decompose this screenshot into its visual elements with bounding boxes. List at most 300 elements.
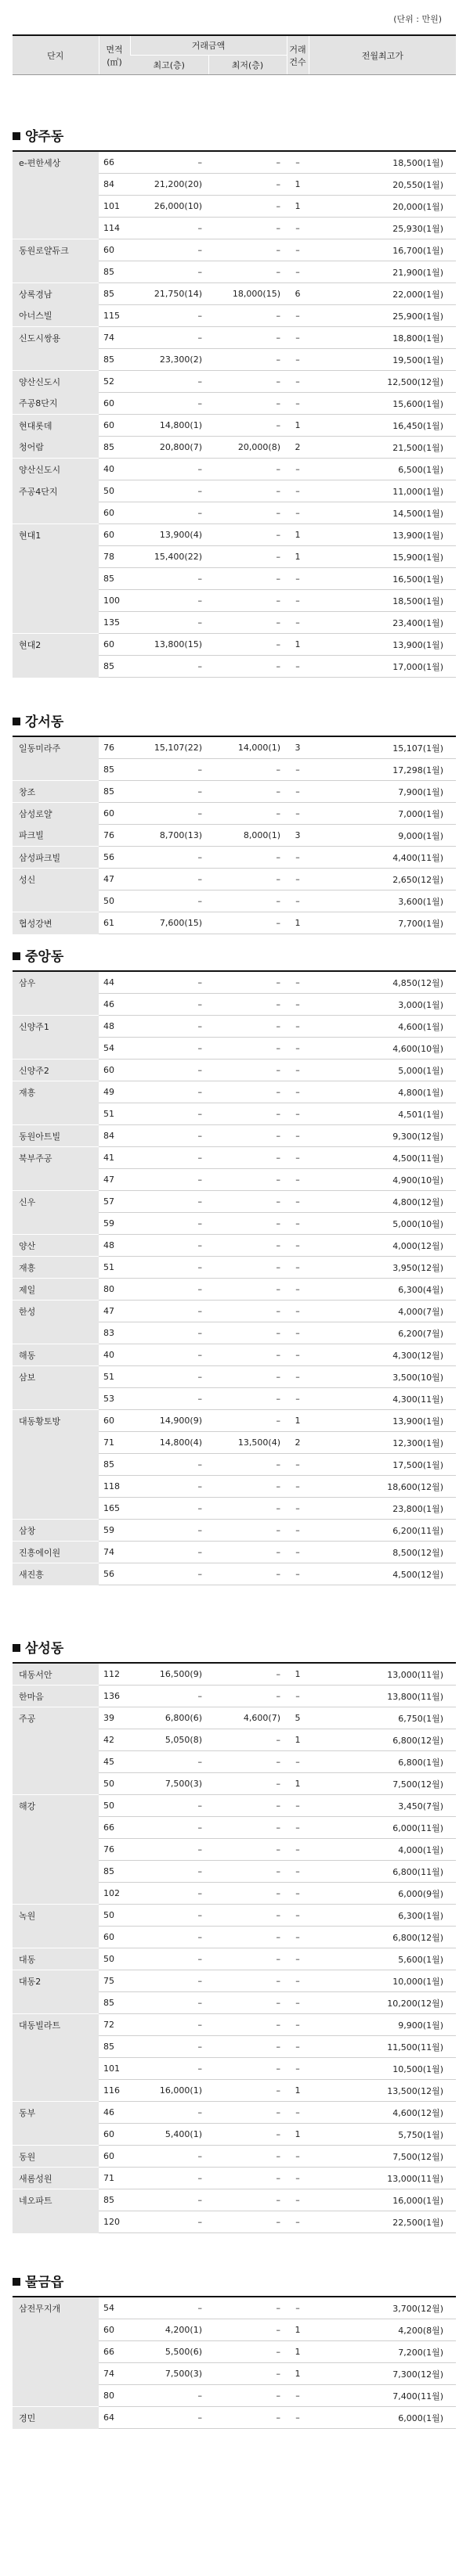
- area-cell: 66: [99, 151, 130, 174]
- rent-max-cell: 6,000(9월): [309, 1883, 456, 1905]
- rent-max-cell: 4,501(1월): [309, 1103, 456, 1125]
- deals-cell: 1: [287, 196, 309, 218]
- highest-cell: –: [130, 656, 208, 678]
- rent-max-cell: 13,900(1월): [309, 1410, 456, 1432]
- highest-cell: 5,500(6): [130, 2341, 208, 2363]
- complex-name-cell: [13, 1213, 99, 1235]
- latest-cell: –: [208, 1322, 287, 1344]
- area-cell: 85: [99, 568, 130, 590]
- area-cell: 60: [99, 634, 130, 656]
- latest-cell: –: [208, 568, 287, 590]
- area-cell: 41: [99, 1147, 130, 1169]
- header-deals-line1: 거래: [289, 44, 306, 55]
- complex-name-cell: 재흥: [13, 1257, 99, 1279]
- header-area: [99, 35, 130, 75]
- highest-cell: –: [130, 2058, 208, 2080]
- complex-name-cell: 네오파트: [13, 2189, 99, 2211]
- table-row: [13, 1279, 456, 1301]
- highest-cell: –: [130, 371, 208, 393]
- table-row: [13, 1520, 456, 1542]
- table-row: [13, 1970, 456, 1992]
- latest-cell: –: [208, 1686, 287, 1707]
- deals-cell: –: [287, 568, 309, 590]
- highest-cell: –: [130, 1060, 208, 1081]
- rent-max-cell: 3,700(12월): [309, 2297, 456, 2319]
- table-row: [13, 239, 456, 261]
- complex-name-cell: 주공: [13, 1707, 99, 1729]
- table-row: [13, 2319, 456, 2341]
- rent-max-cell: 13,800(11월): [309, 1686, 456, 1707]
- rent-max-cell: 18,500(1월): [309, 151, 456, 174]
- rent-max-cell: 7,400(11월): [309, 2385, 456, 2407]
- rent-max-cell: 18,600(12월): [309, 1476, 456, 1498]
- deals-cell: –: [287, 1883, 309, 1905]
- deals-cell: –: [287, 2407, 309, 2429]
- highest-cell: –: [130, 1235, 208, 1257]
- area-cell: 54: [99, 2297, 130, 2319]
- deals-cell: 1: [287, 2319, 309, 2341]
- latest-cell: –: [208, 349, 287, 371]
- area-cell: 76: [99, 825, 130, 847]
- table-row: [13, 869, 456, 890]
- table-row: [13, 1191, 456, 1213]
- complex-name-cell: 청어람: [13, 437, 99, 459]
- complex-name-cell: [13, 1992, 99, 2014]
- table-row: [13, 656, 456, 678]
- area-cell: 60: [99, 2319, 130, 2341]
- area-cell: 45: [99, 1751, 130, 1773]
- highest-cell: –: [130, 327, 208, 349]
- highest-cell: –: [130, 2146, 208, 2168]
- highest-cell: –: [130, 612, 208, 634]
- header-area-unit: (㎡): [107, 56, 122, 67]
- complex-name-cell: [13, 1103, 99, 1125]
- area-cell: 118: [99, 1476, 130, 1498]
- complex-name-cell: [13, 1038, 99, 1060]
- complex-name-cell: [13, 174, 99, 196]
- highest-cell: –: [130, 2014, 208, 2036]
- rent-max-cell: 6,300(4월): [309, 1279, 456, 1301]
- rent-max-cell: 15,600(1월): [309, 393, 456, 415]
- rent-max-cell: 6,800(12월): [309, 1927, 456, 1948]
- deals-cell: –: [287, 239, 309, 261]
- table-row: [13, 971, 456, 994]
- latest-cell: –: [208, 2407, 287, 2429]
- deals-cell: –: [287, 2058, 309, 2080]
- section-title-text: 중앙동: [25, 949, 64, 965]
- complex-name-cell: [13, 218, 99, 239]
- complex-name-cell: [13, 1476, 99, 1498]
- area-cell: 85: [99, 759, 130, 781]
- area-cell: 60: [99, 524, 130, 546]
- deals-cell: –: [287, 305, 309, 327]
- highest-cell: 14,800(4): [130, 1432, 208, 1454]
- section-bullet-icon: [13, 2278, 20, 2286]
- table-row: [13, 1103, 456, 1125]
- latest-cell: –: [208, 524, 287, 546]
- area-cell: 60: [99, 1060, 130, 1081]
- highest-cell: 13,900(4): [130, 524, 208, 546]
- complex-name-cell: [13, 2341, 99, 2363]
- highest-cell: –: [130, 1016, 208, 1038]
- complex-name-cell: [13, 1861, 99, 1883]
- latest-cell: –: [208, 2080, 287, 2102]
- complex-name-cell: 새진흥: [13, 1563, 99, 1585]
- highest-cell: –: [130, 1498, 208, 1520]
- table-row: [13, 1169, 456, 1191]
- area-cell: 85: [99, 261, 130, 283]
- table-row: [13, 634, 456, 656]
- table-row: [13, 912, 456, 934]
- latest-cell: –: [208, 869, 287, 890]
- deals-cell: –: [287, 1388, 309, 1410]
- latest-cell: –: [208, 912, 287, 934]
- deals-cell: –: [287, 1542, 309, 1563]
- latest-cell: –: [208, 1213, 287, 1235]
- deals-cell: –: [287, 2385, 309, 2407]
- section-title-text: 양주동: [25, 129, 64, 145]
- deals-cell: –: [287, 1235, 309, 1257]
- complex-name-cell: 신도시쌍용: [13, 327, 99, 349]
- table-row: [13, 349, 456, 371]
- deals-cell: –: [287, 349, 309, 371]
- area-cell: 44: [99, 971, 130, 994]
- complex-name-cell: [13, 196, 99, 218]
- rent-max-cell: 6,000(11월): [309, 1817, 456, 1839]
- highest-cell: –: [130, 1191, 208, 1213]
- rent-max-cell: 18,800(1월): [309, 327, 456, 349]
- latest-cell: –: [208, 759, 287, 781]
- header-price: 거래금액: [130, 35, 287, 56]
- latest-cell: –: [208, 1257, 287, 1279]
- highest-cell: –: [130, 1927, 208, 1948]
- highest-cell: –: [130, 1905, 208, 1927]
- area-cell: 50: [99, 1795, 130, 1817]
- deals-cell: –: [287, 869, 309, 890]
- area-cell: 116: [99, 2080, 130, 2102]
- table-row: [13, 2189, 456, 2211]
- complex-name-cell: [13, 568, 99, 590]
- table-row: [13, 393, 456, 415]
- table-row: [13, 1927, 456, 1948]
- area-cell: 60: [99, 239, 130, 261]
- complex-name-cell: 경민: [13, 2407, 99, 2429]
- complex-name-cell: 대동빌라트: [13, 2014, 99, 2036]
- area-cell: 85: [99, 2189, 130, 2211]
- area-cell: 135: [99, 612, 130, 634]
- deals-cell: –: [287, 1970, 309, 1992]
- highest-cell: 14,800(1): [130, 415, 208, 437]
- rent-max-cell: 6,800(11월): [309, 1861, 456, 1883]
- deals-cell: –: [287, 1103, 309, 1125]
- deals-cell: –: [287, 1839, 309, 1861]
- deals-cell: –: [287, 2014, 309, 2036]
- deals-cell: –: [287, 151, 309, 174]
- highest-cell: –: [130, 2385, 208, 2407]
- highest-cell: –: [130, 2189, 208, 2211]
- latest-cell: –: [208, 2124, 287, 2146]
- table-row: [13, 2124, 456, 2146]
- area-cell: 48: [99, 1235, 130, 1257]
- complex-name-cell: [13, 349, 99, 371]
- complex-name-cell: [13, 1883, 99, 1905]
- highest-cell: –: [130, 1686, 208, 1707]
- area-cell: 39: [99, 1707, 130, 1729]
- latest-cell: 20,000(8): [208, 437, 287, 459]
- complex-name-cell: [13, 261, 99, 283]
- rent-max-cell: 7,700(1월): [309, 912, 456, 934]
- highest-cell: –: [130, 2168, 208, 2189]
- complex-name-cell: [13, 1729, 99, 1751]
- highest-cell: –: [130, 1103, 208, 1125]
- highest-cell: –: [130, 590, 208, 612]
- area-cell: 42: [99, 1729, 130, 1751]
- highest-cell: –: [130, 2036, 208, 2058]
- table-row: [13, 1773, 456, 1795]
- complex-name-cell: e-편한세상: [13, 151, 99, 174]
- area-cell: 71: [99, 2168, 130, 2189]
- deals-cell: –: [287, 327, 309, 349]
- complex-name-cell: [13, 1388, 99, 1410]
- deals-cell: 1: [287, 1410, 309, 1432]
- rent-max-cell: 16,700(1월): [309, 239, 456, 261]
- area-cell: 48: [99, 1016, 130, 1038]
- rent-max-cell: 4,800(1월): [309, 1081, 456, 1103]
- table-row: [13, 502, 456, 524]
- latest-cell: –: [208, 590, 287, 612]
- complex-name-cell: [13, 2211, 99, 2233]
- complex-name-cell: 삼성파크빌: [13, 847, 99, 869]
- area-cell: 64: [99, 2407, 130, 2429]
- highest-cell: –: [130, 1970, 208, 1992]
- deals-cell: –: [287, 2036, 309, 2058]
- table-row: [13, 2363, 456, 2385]
- deals-cell: –: [287, 1344, 309, 1366]
- area-cell: 85: [99, 656, 130, 678]
- deals-cell: 5: [287, 1707, 309, 1729]
- header-rent-max: 전월최고가: [309, 35, 456, 75]
- deals-cell: 2: [287, 437, 309, 459]
- deals-cell: –: [287, 994, 309, 1016]
- highest-cell: –: [130, 1038, 208, 1060]
- latest-cell: –: [208, 847, 287, 869]
- rent-max-cell: 17,000(1월): [309, 656, 456, 678]
- complex-name-cell: 해동: [13, 1344, 99, 1366]
- complex-name-cell: 아너스빌: [13, 305, 99, 327]
- highest-cell: –: [130, 803, 208, 825]
- deals-cell: –: [287, 1301, 309, 1322]
- latest-cell: –: [208, 1125, 287, 1147]
- table-row: [13, 480, 456, 502]
- rent-max-cell: 9,000(1월): [309, 825, 456, 847]
- latest-cell: –: [208, 1235, 287, 1257]
- rent-max-cell: 22,000(1월): [309, 283, 456, 305]
- highest-cell: 21,200(20): [130, 174, 208, 196]
- highest-cell: 15,400(22): [130, 546, 208, 568]
- table-row: [13, 218, 456, 239]
- area-cell: 47: [99, 1169, 130, 1191]
- column-header: [13, 34, 456, 75]
- deals-cell: 1: [287, 1729, 309, 1751]
- highest-cell: 16,000(1): [130, 2080, 208, 2102]
- area-cell: 72: [99, 2014, 130, 2036]
- latest-cell: –: [208, 2189, 287, 2211]
- rent-max-cell: 6,000(1월): [309, 2407, 456, 2429]
- latest-cell: –: [208, 1817, 287, 1839]
- latest-cell: –: [208, 196, 287, 218]
- latest-cell: –: [208, 1366, 287, 1388]
- latest-cell: –: [208, 1927, 287, 1948]
- rent-max-cell: 4,000(12월): [309, 1235, 456, 1257]
- area-cell: 60: [99, 1410, 130, 1432]
- rent-max-cell: 21,900(1월): [309, 261, 456, 283]
- highest-cell: –: [130, 218, 208, 239]
- deals-cell: –: [287, 1498, 309, 1520]
- highest-cell: –: [130, 2407, 208, 2429]
- deals-cell: –: [287, 1060, 309, 1081]
- latest-cell: –: [208, 1476, 287, 1498]
- highest-cell: 21,750(14): [130, 283, 208, 305]
- table-row: [13, 1992, 456, 2014]
- highest-cell: –: [130, 1279, 208, 1301]
- complex-name-cell: 주공8단지: [13, 393, 99, 415]
- complex-name-cell: [13, 590, 99, 612]
- deals-cell: –: [287, 971, 309, 994]
- latest-cell: –: [208, 1948, 287, 1970]
- rent-max-cell: 7,000(1월): [309, 803, 456, 825]
- latest-cell: –: [208, 1729, 287, 1751]
- rent-max-cell: 5,000(10월): [309, 1213, 456, 1235]
- rent-max-cell: 21,500(1월): [309, 437, 456, 459]
- latest-cell: –: [208, 1191, 287, 1213]
- highest-cell: –: [130, 480, 208, 502]
- table-row: [13, 1729, 456, 1751]
- deals-cell: –: [287, 1454, 309, 1476]
- table-row: [13, 2407, 456, 2429]
- rent-max-cell: 7,500(12월): [309, 1773, 456, 1795]
- latest-cell: –: [208, 1773, 287, 1795]
- complex-name-cell: 동원아트빌: [13, 1125, 99, 1147]
- latest-cell: –: [208, 327, 287, 349]
- table-row: [13, 1686, 456, 1707]
- area-cell: 56: [99, 1563, 130, 1585]
- latest-cell: –: [208, 1992, 287, 2014]
- table-row: [13, 1081, 456, 1103]
- rent-max-cell: 6,200(11월): [309, 1520, 456, 1542]
- area-cell: 49: [99, 1081, 130, 1103]
- section-table: [13, 1662, 456, 2233]
- area-cell: 165: [99, 1498, 130, 1520]
- table-row: [13, 1542, 456, 1563]
- deals-cell: –: [287, 1751, 309, 1773]
- table-row: [13, 1498, 456, 1520]
- highest-cell: –: [130, 568, 208, 590]
- table-row: [13, 1861, 456, 1883]
- highest-cell: –: [130, 1563, 208, 1585]
- complex-name-cell: 현대롯데: [13, 415, 99, 437]
- complex-name-cell: [13, 1773, 99, 1795]
- complex-name-cell: 상록경남: [13, 283, 99, 305]
- table-row: [13, 803, 456, 825]
- section-table: [13, 150, 456, 678]
- complex-name-cell: 대동서안: [13, 1663, 99, 1686]
- table-row: [13, 781, 456, 803]
- deals-cell: –: [287, 1279, 309, 1301]
- complex-name-cell: [13, 2319, 99, 2341]
- deals-cell: –: [287, 459, 309, 480]
- rent-max-cell: 3,500(10월): [309, 1366, 456, 1388]
- highest-cell: –: [130, 1883, 208, 1905]
- table-row: [13, 1038, 456, 1060]
- rent-max-cell: 7,900(1월): [309, 781, 456, 803]
- complex-name-cell: [13, 1751, 99, 1773]
- deals-cell: –: [287, 2189, 309, 2211]
- section-bullet-icon: [13, 718, 20, 725]
- latest-cell: 18,000(15): [208, 283, 287, 305]
- latest-cell: –: [208, 2319, 287, 2341]
- highest-cell: –: [130, 1992, 208, 2014]
- highest-cell: –: [130, 1839, 208, 1861]
- complex-name-cell: 동부: [13, 2102, 99, 2124]
- highest-cell: –: [130, 1751, 208, 1773]
- deals-cell: –: [287, 2297, 309, 2319]
- highest-cell: –: [130, 2102, 208, 2124]
- table-row: [13, 1257, 456, 1279]
- rent-max-cell: 11,500(11월): [309, 2036, 456, 2058]
- latest-cell: –: [208, 371, 287, 393]
- rent-max-cell: 13,000(11월): [309, 1663, 456, 1686]
- area-cell: 112: [99, 1663, 130, 1686]
- table-row: [13, 1707, 456, 1729]
- highest-cell: –: [130, 890, 208, 912]
- section-title: [13, 714, 63, 731]
- table-row: [13, 2168, 456, 2189]
- table-row: [13, 825, 456, 847]
- complex-name-cell: 삼창: [13, 1520, 99, 1542]
- latest-cell: –: [208, 2036, 287, 2058]
- area-cell: 57: [99, 1191, 130, 1213]
- deals-cell: –: [287, 1795, 309, 1817]
- area-cell: 47: [99, 869, 130, 890]
- area-cell: 50: [99, 1773, 130, 1795]
- latest-cell: –: [208, 2385, 287, 2407]
- highest-cell: 23,300(2): [130, 349, 208, 371]
- latest-cell: –: [208, 2297, 287, 2319]
- deals-cell: 1: [287, 1773, 309, 1795]
- area-cell: 84: [99, 1125, 130, 1147]
- highest-cell: –: [130, 1795, 208, 1817]
- deals-cell: –: [287, 803, 309, 825]
- highest-cell: –: [130, 1147, 208, 1169]
- table-row: [13, 612, 456, 634]
- table-row: [13, 1817, 456, 1839]
- latest-cell: –: [208, 1520, 287, 1542]
- area-cell: 66: [99, 1817, 130, 1839]
- rent-max-cell: 19,500(1월): [309, 349, 456, 371]
- highest-cell: –: [130, 971, 208, 994]
- area-cell: 102: [99, 1883, 130, 1905]
- deals-cell: –: [287, 656, 309, 678]
- area-cell: 101: [99, 196, 130, 218]
- deals-cell: –: [287, 1520, 309, 1542]
- table-row: [13, 1344, 456, 1366]
- deals-cell: –: [287, 371, 309, 393]
- table-row: [13, 1301, 456, 1322]
- highest-cell: 7,500(3): [130, 1773, 208, 1795]
- latest-cell: –: [208, 480, 287, 502]
- area-cell: 51: [99, 1103, 130, 1125]
- rent-max-cell: 11,000(1월): [309, 480, 456, 502]
